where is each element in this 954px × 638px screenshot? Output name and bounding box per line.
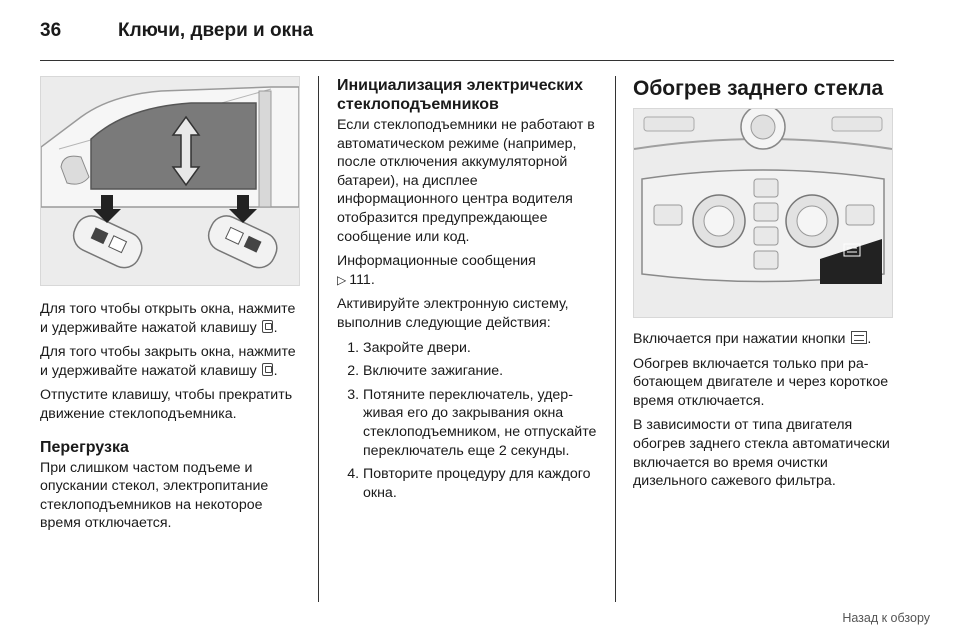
- list-item: 2. Включите зажигание.: [363, 362, 601, 381]
- page-number: 36: [40, 20, 62, 41]
- chapter-title: Ключи, двери и окна: [118, 20, 314, 41]
- initialization-text: Если стеклоподъемники не работают в автоматическом режиме (например, после отключения аккумуляторной батареи), на дисплее информационного центра водителя отобразится предупреждающее сообщение или код.: [337, 117, 595, 245]
- cross-reference-icon: ▷: [337, 272, 347, 287]
- rear-defrost-button-icon: [851, 331, 867, 344]
- dpf-text: В зависимости от типа двигателя обогрев заднего стекла автоматически включается во время очистки дизельного сажевого фильтра.: [633, 417, 890, 490]
- close-window-text: Для того чтобы закрыть окна, нажмите и удерживайте нажатой клавишу .: [40, 344, 296, 379]
- left-column: [40, 76, 302, 539]
- activate-text: Активируйте электронную систему, выполнив следующие действия:: [337, 296, 569, 331]
- initialization-heading: Инициализация электрических стеклоподъемников: [337, 77, 584, 113]
- unlock-key-icon: [262, 320, 273, 333]
- header-rule: [40, 60, 894, 61]
- overload-text: При слишком частом подъеме и опускании стекол, электропитание стеклоподъемников на некоторое время отключается.: [40, 459, 269, 532]
- middle-column: [337, 76, 601, 507]
- steps-list: [337, 339, 601, 503]
- rear-defrost-heading: Обогрев заднего стекла: [633, 77, 884, 100]
- operation-text: Обогрев включается только при работающем двигателе и через короткое время отключается.: [633, 355, 889, 409]
- info-ref-page[interactable]: 111: [349, 271, 371, 288]
- right-column: [633, 76, 898, 497]
- page-header: [40, 20, 894, 60]
- open-window-text: Для того чтобы открыть окна, нажмите и удерживайте нажатой клавишу .: [40, 301, 296, 336]
- info-messages-text: Информационные сообщения ▷ 111.: [337, 253, 536, 288]
- lock-key-icon: [262, 363, 273, 376]
- list-item: 1. Закройте двери.: [363, 339, 601, 358]
- door-key-illustration: [40, 76, 300, 286]
- back-to-overview-link[interactable]: Назад к обзору: [842, 611, 930, 625]
- release-key-text: Отпустите клавишу, чтобы прекратить движение стеклоподъемника.: [40, 387, 293, 422]
- climate-panel-illustration: [633, 108, 893, 318]
- list-item: 3. Потяните переключатель, удерживая его до закрывания окна стеклоподъемником, не отпускайте переключатель еще 2 секунды.: [363, 386, 601, 460]
- list-item: 4. Повторите процедуру для каждого окна.: [363, 465, 601, 502]
- activation-text: Включается при нажатии кнопки .: [633, 331, 872, 347]
- column-divider-2: [615, 76, 616, 602]
- column-divider-1: [318, 76, 319, 602]
- overload-heading: Перегрузка: [40, 438, 129, 456]
